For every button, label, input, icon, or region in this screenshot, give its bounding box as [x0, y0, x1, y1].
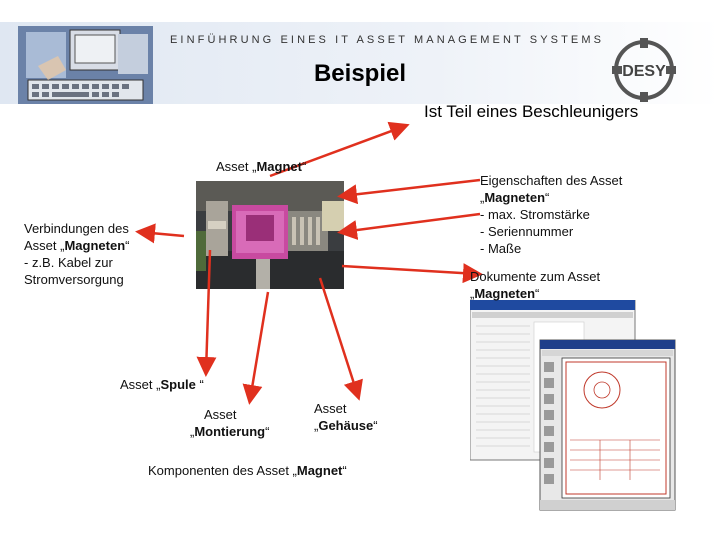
arrow-to-eigenschaften	[342, 180, 480, 196]
label-verbindungen: Verbindungen des Asset „Magneten“ - z.B. Kabel zur Stromversorgung	[24, 221, 130, 287]
arrow-to-dokumente	[342, 266, 478, 274]
arrow-to-eigenschaften-2	[342, 214, 480, 232]
label-komponenten: Komponenten des Asset „Magnet“	[148, 463, 347, 478]
label-asset-magnet: Asset „Magnet“	[216, 159, 307, 174]
label-gehaeuse: Asset „Gehäuse“	[314, 401, 378, 433]
arrow-to-gehaeuse	[320, 278, 358, 396]
arrow-to-spule	[206, 250, 210, 372]
arrow-to-verbindungen	[140, 232, 184, 236]
header-banner: EINFÜHRUNG EINES IT ASSET MANAGEMENT SYSTEMS	[170, 34, 605, 46]
label-dokumente: Dokumente zum Asset „Magneten“	[470, 269, 601, 301]
slide-subtitle: Ist Teil eines Beschleunigers	[424, 102, 639, 121]
arrow-to-montierung	[250, 292, 268, 400]
slide-title: Beispiel	[313, 60, 407, 87]
label-spule: Asset „Spule “	[120, 377, 204, 392]
label-eigenschaften: Eigenschaften des Asset „Magneten“ - max. Stromstärke - Seriennummer - Maße	[480, 173, 623, 256]
logo-text: DESY	[622, 63, 666, 80]
label-montierung: Asset „Montierung“	[190, 407, 270, 439]
